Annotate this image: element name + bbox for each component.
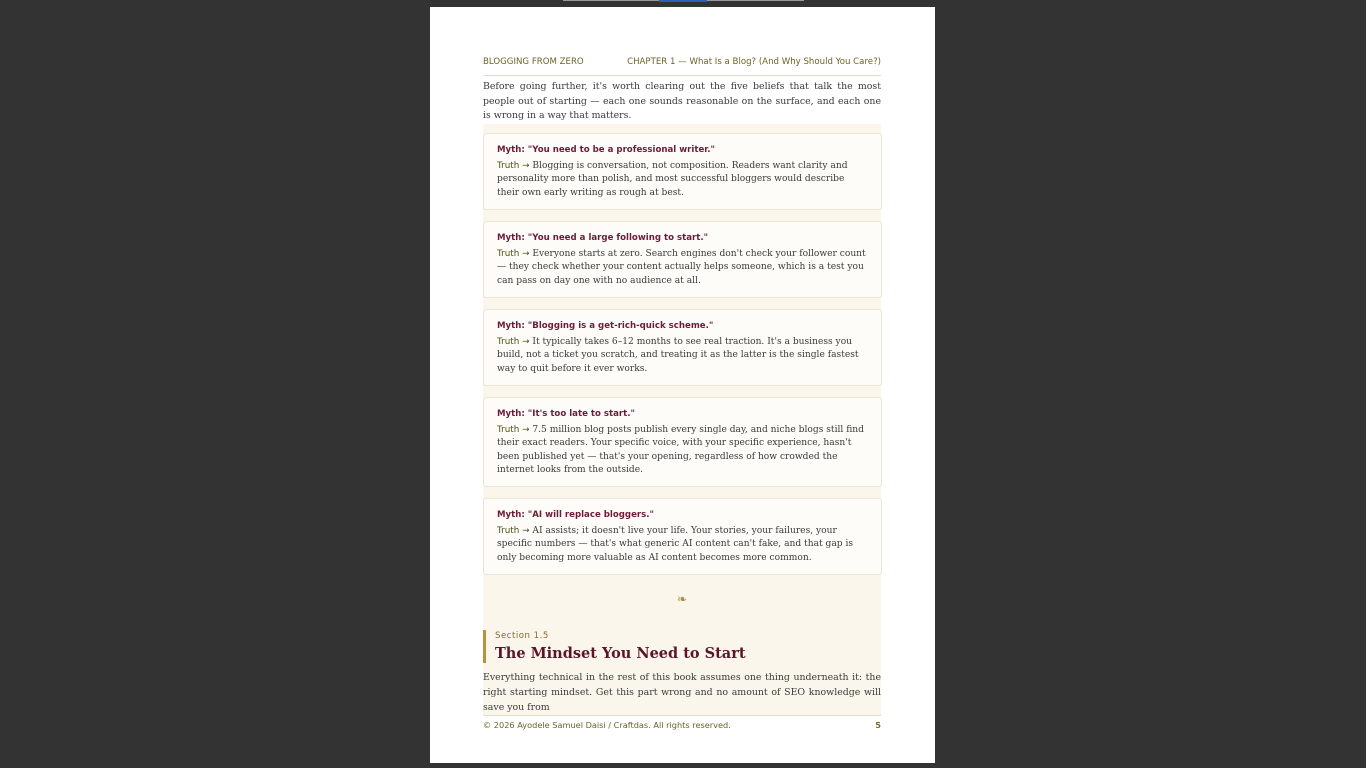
fleuron-ornament-icon: ❧ — [676, 592, 688, 606]
truth-label: Truth → — [497, 337, 530, 347]
book-title: BLOGGING FROM ZERO — [483, 57, 584, 67]
running-header — [483, 57, 881, 67]
section-number: Section 1.5 — [495, 631, 549, 641]
myth-truth — [497, 525, 869, 565]
myth-card — [483, 498, 882, 575]
myth-title: Myth: "You need to be a professional writer." — [497, 145, 716, 155]
myth-title: Myth: "Blogging is a get-rich-quick scheme." — [497, 321, 714, 331]
document-page — [430, 7, 935, 763]
myth-title: Myth: "You need a large following to start." — [497, 233, 709, 243]
truth-text: AI assists; it doesn't live your life. Your stories, your failures, your specific numbers — that's what generic AI content can't fake, and that gap is only becoming more valuable as AI content becomes more common. — [497, 526, 854, 563]
truth-text: It typically takes 6–12 months to see real traction. It's a business you build, not a ticket you scratch, and treating it as the latter is the single fastest way to quit before it ever works. — [497, 337, 859, 374]
header-rule — [483, 75, 881, 76]
truth-label: Truth → — [497, 249, 530, 259]
myth-card — [483, 397, 882, 487]
intro-paragraph: Before going further, it's worth clearing out the five beliefs that talk the most people out of starting — each one sounds reasonable on the surface, and each one is wrong in a way that matters. — [483, 80, 881, 124]
section-title: The Mindset You Need to Start — [495, 645, 746, 662]
truth-label: Truth → — [497, 526, 530, 536]
truth-text: Everyone starts at zero. Search engines don't check your follower count — they check whether your content actually helps someone, which is a test you can pass on day one with no audience at all. — [497, 249, 866, 286]
myth-title: Myth: "AI will replace bloggers." — [497, 510, 654, 520]
page-footer — [483, 720, 881, 730]
section-heading — [483, 630, 885, 663]
chapter-title: CHAPTER 1 — What Is a Blog? (And Why Should You Care?) — [627, 57, 881, 67]
body-paragraph: Everything technical in the rest of this book assumes one thing underneath it: the right starting mindset. Get this part wrong and no amount of SEO knowledge will save you from — [483, 672, 881, 713]
myth-truth — [497, 248, 869, 288]
copyright-notice: © 2026 Ayodele Samuel Daisi / Craftdas. All rights reserved. — [483, 720, 731, 730]
myth-card — [483, 309, 882, 386]
footer-rule — [483, 715, 881, 716]
truth-text: Blogging is conversation, not composition. Readers want clarity and personality more than polish, and most successful bloggers would describe their own early writing as rough at best. — [497, 161, 848, 198]
myth-card — [483, 221, 882, 298]
truth-text: 7.5 million blog posts publish every single day, and niche blogs still find their exact readers. Your specific voice, with your specific experience, hasn't been published yet — that's your opening, regardless of how crowded the internet looks from the outside. — [497, 425, 864, 475]
truth-label: Truth → — [497, 425, 530, 435]
truth-label: Truth → — [497, 161, 530, 171]
myth-truth — [497, 336, 869, 376]
myth-card — [483, 133, 882, 210]
viewer-toolbar-active-indicator — [659, 0, 707, 2]
myth-truth — [497, 160, 869, 200]
myth-title: Myth: "It's too late to start." — [497, 409, 636, 419]
page-number: 5 — [875, 720, 881, 730]
myth-truth — [497, 424, 869, 477]
